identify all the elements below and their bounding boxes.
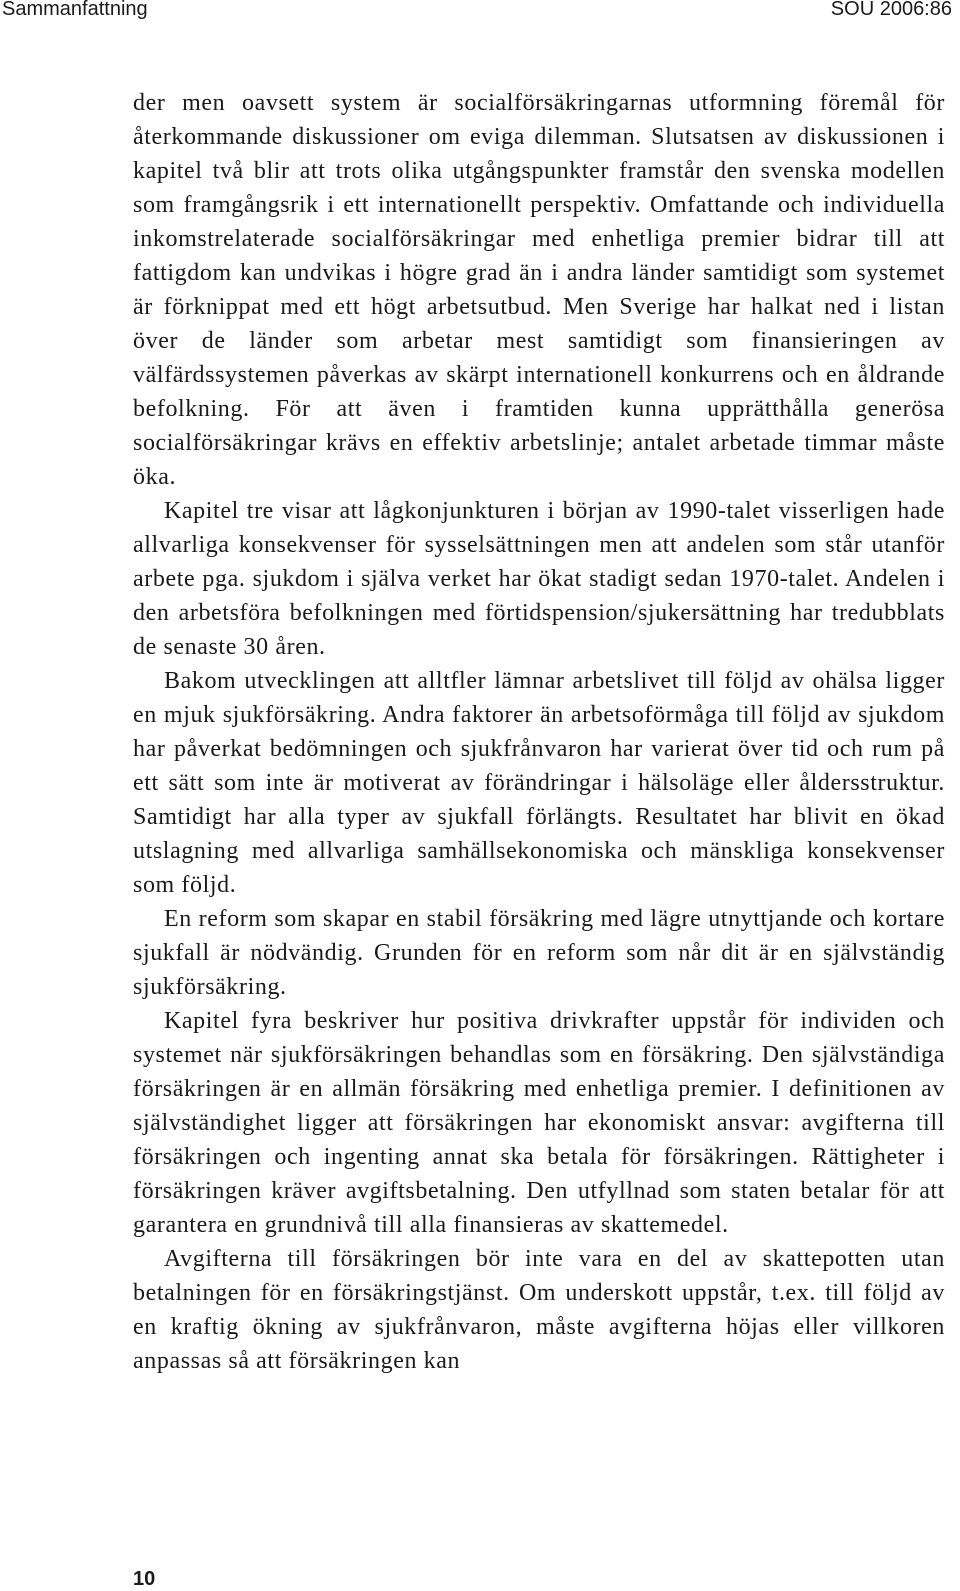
paragraph-2: Kapitel tre visar att lågkonjunkturen i början av 1990-talet visserligen hade allvarliga konsekvenser för sysselsättningen men att andelen som står utanför arbete pga. sjukdom i själva verket har ökat stadigt sedan 1970-talet. Andelen i den arbetsföra befolkningen med förtidspension/sjukersättning har tredubblats de senaste 30 åren. [133, 498, 945, 660]
paragraph-5: Kapitel fyra beskriver hur positiva drivkrafter uppstår för individen och systemet när sjukförsäkringen behandlas som en försäkring. Den självständiga försäkringen är en allmän försäkring med enhetliga premier. I definitionen av självständighet ligger att försäkringen har ekonomiskt ansvar: avgifterna till försäkringen och ingenting annat ska betala för försäkringen. Rättigheter i försäkringen kräver avgiftsbetalning. Den utfyllnad som staten betalar för att garantera en grundnivå till alla finansieras av skattemedel. [133, 1008, 945, 1238]
page-number: 10 [133, 1568, 156, 1590]
paragraph-6: Avgifterna till försäkringen bör inte vara en del av skattepotten utan betalningen för en försäkringstjänst. Om underskott uppstår, t.ex. till följd av en kraftig ökning av sjukfrånvaron, måste avgifterna höjas eller villkoren anpassas så att försäkringen kan [133, 1246, 945, 1374]
section-title: Sammanfattning [2, 0, 148, 20]
body-text [133, 86, 945, 1378]
running-header [0, 0, 960, 18]
paragraph-1: der men oavsett system är socialförsäkringarnas utformning föremål för återkommande diskussioner om eviga dilemman. Slutsatsen av diskussionen i kapitel två blir att trots olika utgångspunkter framstår den svenska modellen som framgångsrik i ett internationellt perspektiv. Omfattande och individuella inkomstrelaterade socialförsäkringar med enhetliga premier bidrar till att fattigdom kan undvikas i högre grad än i andra länder samtidigt som systemet är förknippat med ett högt arbetsutbud. Men Sverige har halkat ned i listan över de länder som arbetar mest samtidigt som finansieringen av välfärdssystemen påverkas av skärpt internationell konkurrens och en åldrande befolkning. För att även i framtiden kunna upprätthålla generösa socialförsäkringar krävs en effektiv arbetslinje; antalet arbetade timmar måste öka. [133, 90, 945, 490]
paragraph-4: En reform som skapar en stabil försäkring med lägre utnyttjande och kortare sjukfall är nödvändig. Grunden för en reform som når dit är en självständig sjukförsäkring. [133, 906, 945, 1000]
document-reference: SOU 2006:86 [830, 0, 952, 20]
paragraph-3: Bakom utvecklingen att alltfler lämnar arbetslivet till följd av ohälsa ligger en mjuk sjukförsäkring. Andra faktorer än arbetsoförmåga till följd av sjukdom har påverkat bedömningen och sjukfrånvaron har varierat över tid och rum på ett sätt som inte är motiverat av förändringar i hälsoläge eller åldersstruktur. Samtidigt har alla typer av sjukfall förlängts. Resultatet har blivit en ökad utslagning med allvarliga samhällsekonomiska och mänskliga konsekvenser som följd. [133, 668, 945, 898]
